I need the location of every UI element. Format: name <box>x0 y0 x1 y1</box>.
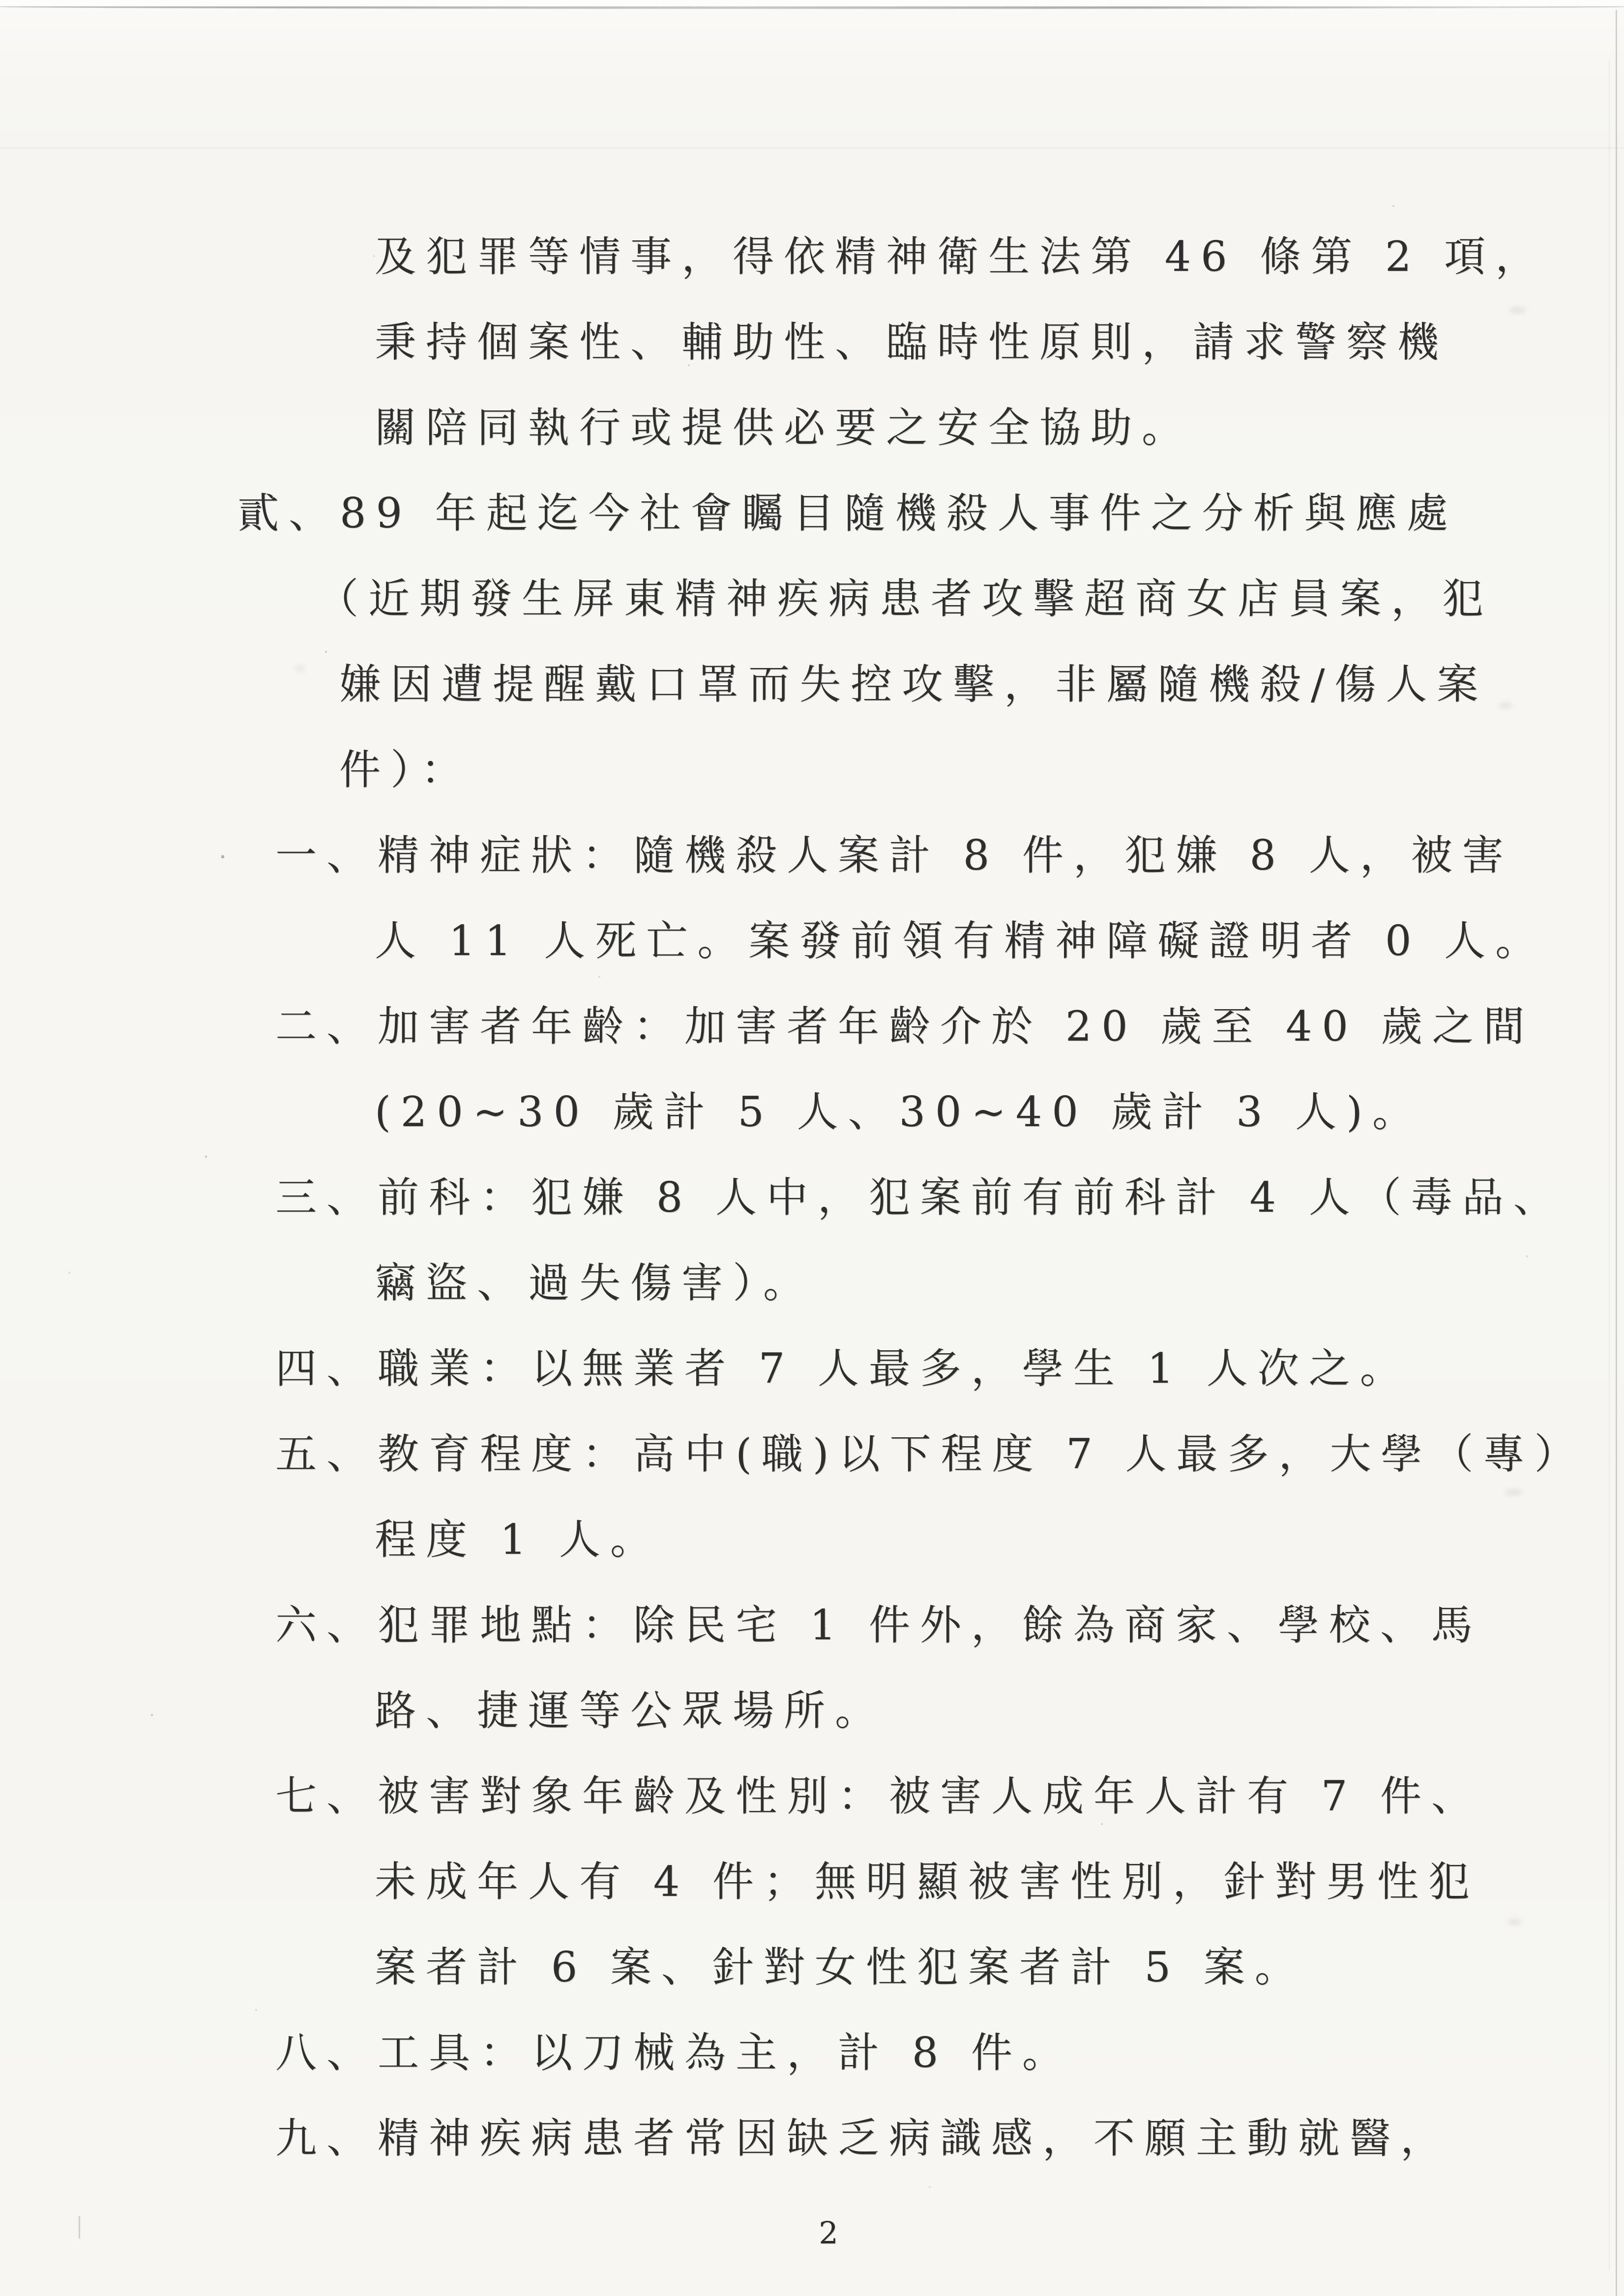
list-item-line: 七、被害對象年齡及性別：被害人成年人計有 7 件、 <box>275 1772 1482 1820</box>
parenthetical-note-line: （近期發生屏東精神疾病患者攻擊超商女店員案，犯 <box>317 575 1494 623</box>
paragraph-continuation-line: 關陪同執行或提供必要之安全協助。 <box>375 404 1193 452</box>
list-item-continuation-line: (20~30 歲計 5 人、30~40 歲計 3 人)。 <box>375 1088 1423 1136</box>
parenthetical-note-line: 嫌因遭提醒戴口罩而失控攻擊，非屬隨機殺/傷人案 <box>339 660 1488 708</box>
parenthetical-note-line: 件）： <box>339 746 472 794</box>
list-item-continuation-line: 竊盜、過失傷害）。 <box>375 1259 815 1307</box>
paragraph-continuation-line: 及犯罪等情事，得依精神衛生法第 46 條第 2 項， <box>375 233 1547 281</box>
list-item-line: 四、職業：以無業者 7 人最多，學生 1 人次之。 <box>275 1344 1411 1393</box>
list-item-line: 三、前科：犯嫌 8 人中，犯案前有前科計 4 人（毒品、 <box>275 1173 1565 1221</box>
list-item-continuation-line: 路、捷運等公眾場所。 <box>375 1686 886 1735</box>
scan-band-artifact <box>0 147 1624 148</box>
document-text-block <box>0 214 1624 2181</box>
list-item-line: 一、精神症狀：隨機殺人案計 8 件，犯嫌 8 人，被害 <box>275 831 1513 879</box>
list-item-line: 五、教育程度：高中(職)以下程度 7 人最多，大學（專） <box>275 1430 1586 1478</box>
list-item-continuation-line: 人 11 人死亡。案發前領有精神障礙證明者 0 人。 <box>375 917 1547 965</box>
list-item-continuation-line: 程度 1 人。 <box>375 1515 661 1564</box>
scan-top-margin <box>0 0 1624 7</box>
scan-mark-artifact <box>79 2216 80 2238</box>
page-number: 2 <box>819 2215 838 2251</box>
list-item-line: 二、加害者年齡：加害者年齡介於 20 歲至 40 歲之間 <box>275 1002 1535 1050</box>
paper-speckles <box>0 0 1 1</box>
list-item-continuation-line: 案者計 6 案、針對女性犯案者計 5 案。 <box>375 1943 1306 1991</box>
list-item-line: 六、犯罪地點：除民宅 1 件外，餘為商家、學校、馬 <box>275 1601 1482 1649</box>
list-item-continuation-line: 未成年人有 4 件；無明顯被害性別，針對男性犯 <box>375 1858 1479 1906</box>
section-heading-line: 貳、89 年起迄今社會矚目隨機殺人事件之分析與應處 <box>237 489 1458 537</box>
paragraph-continuation-line: 秉持個案性、輔助性、臨時性原則，請求警察機 <box>375 318 1449 366</box>
scan-edge-artifact <box>0 6 1624 9</box>
list-item-line: 九、精神疾病患者常因缺乏病識感，不願主動就醫， <box>275 2114 1452 2162</box>
list-item-line: 八、工具：以刀械為主，計 8 件。 <box>275 2029 1073 2077</box>
